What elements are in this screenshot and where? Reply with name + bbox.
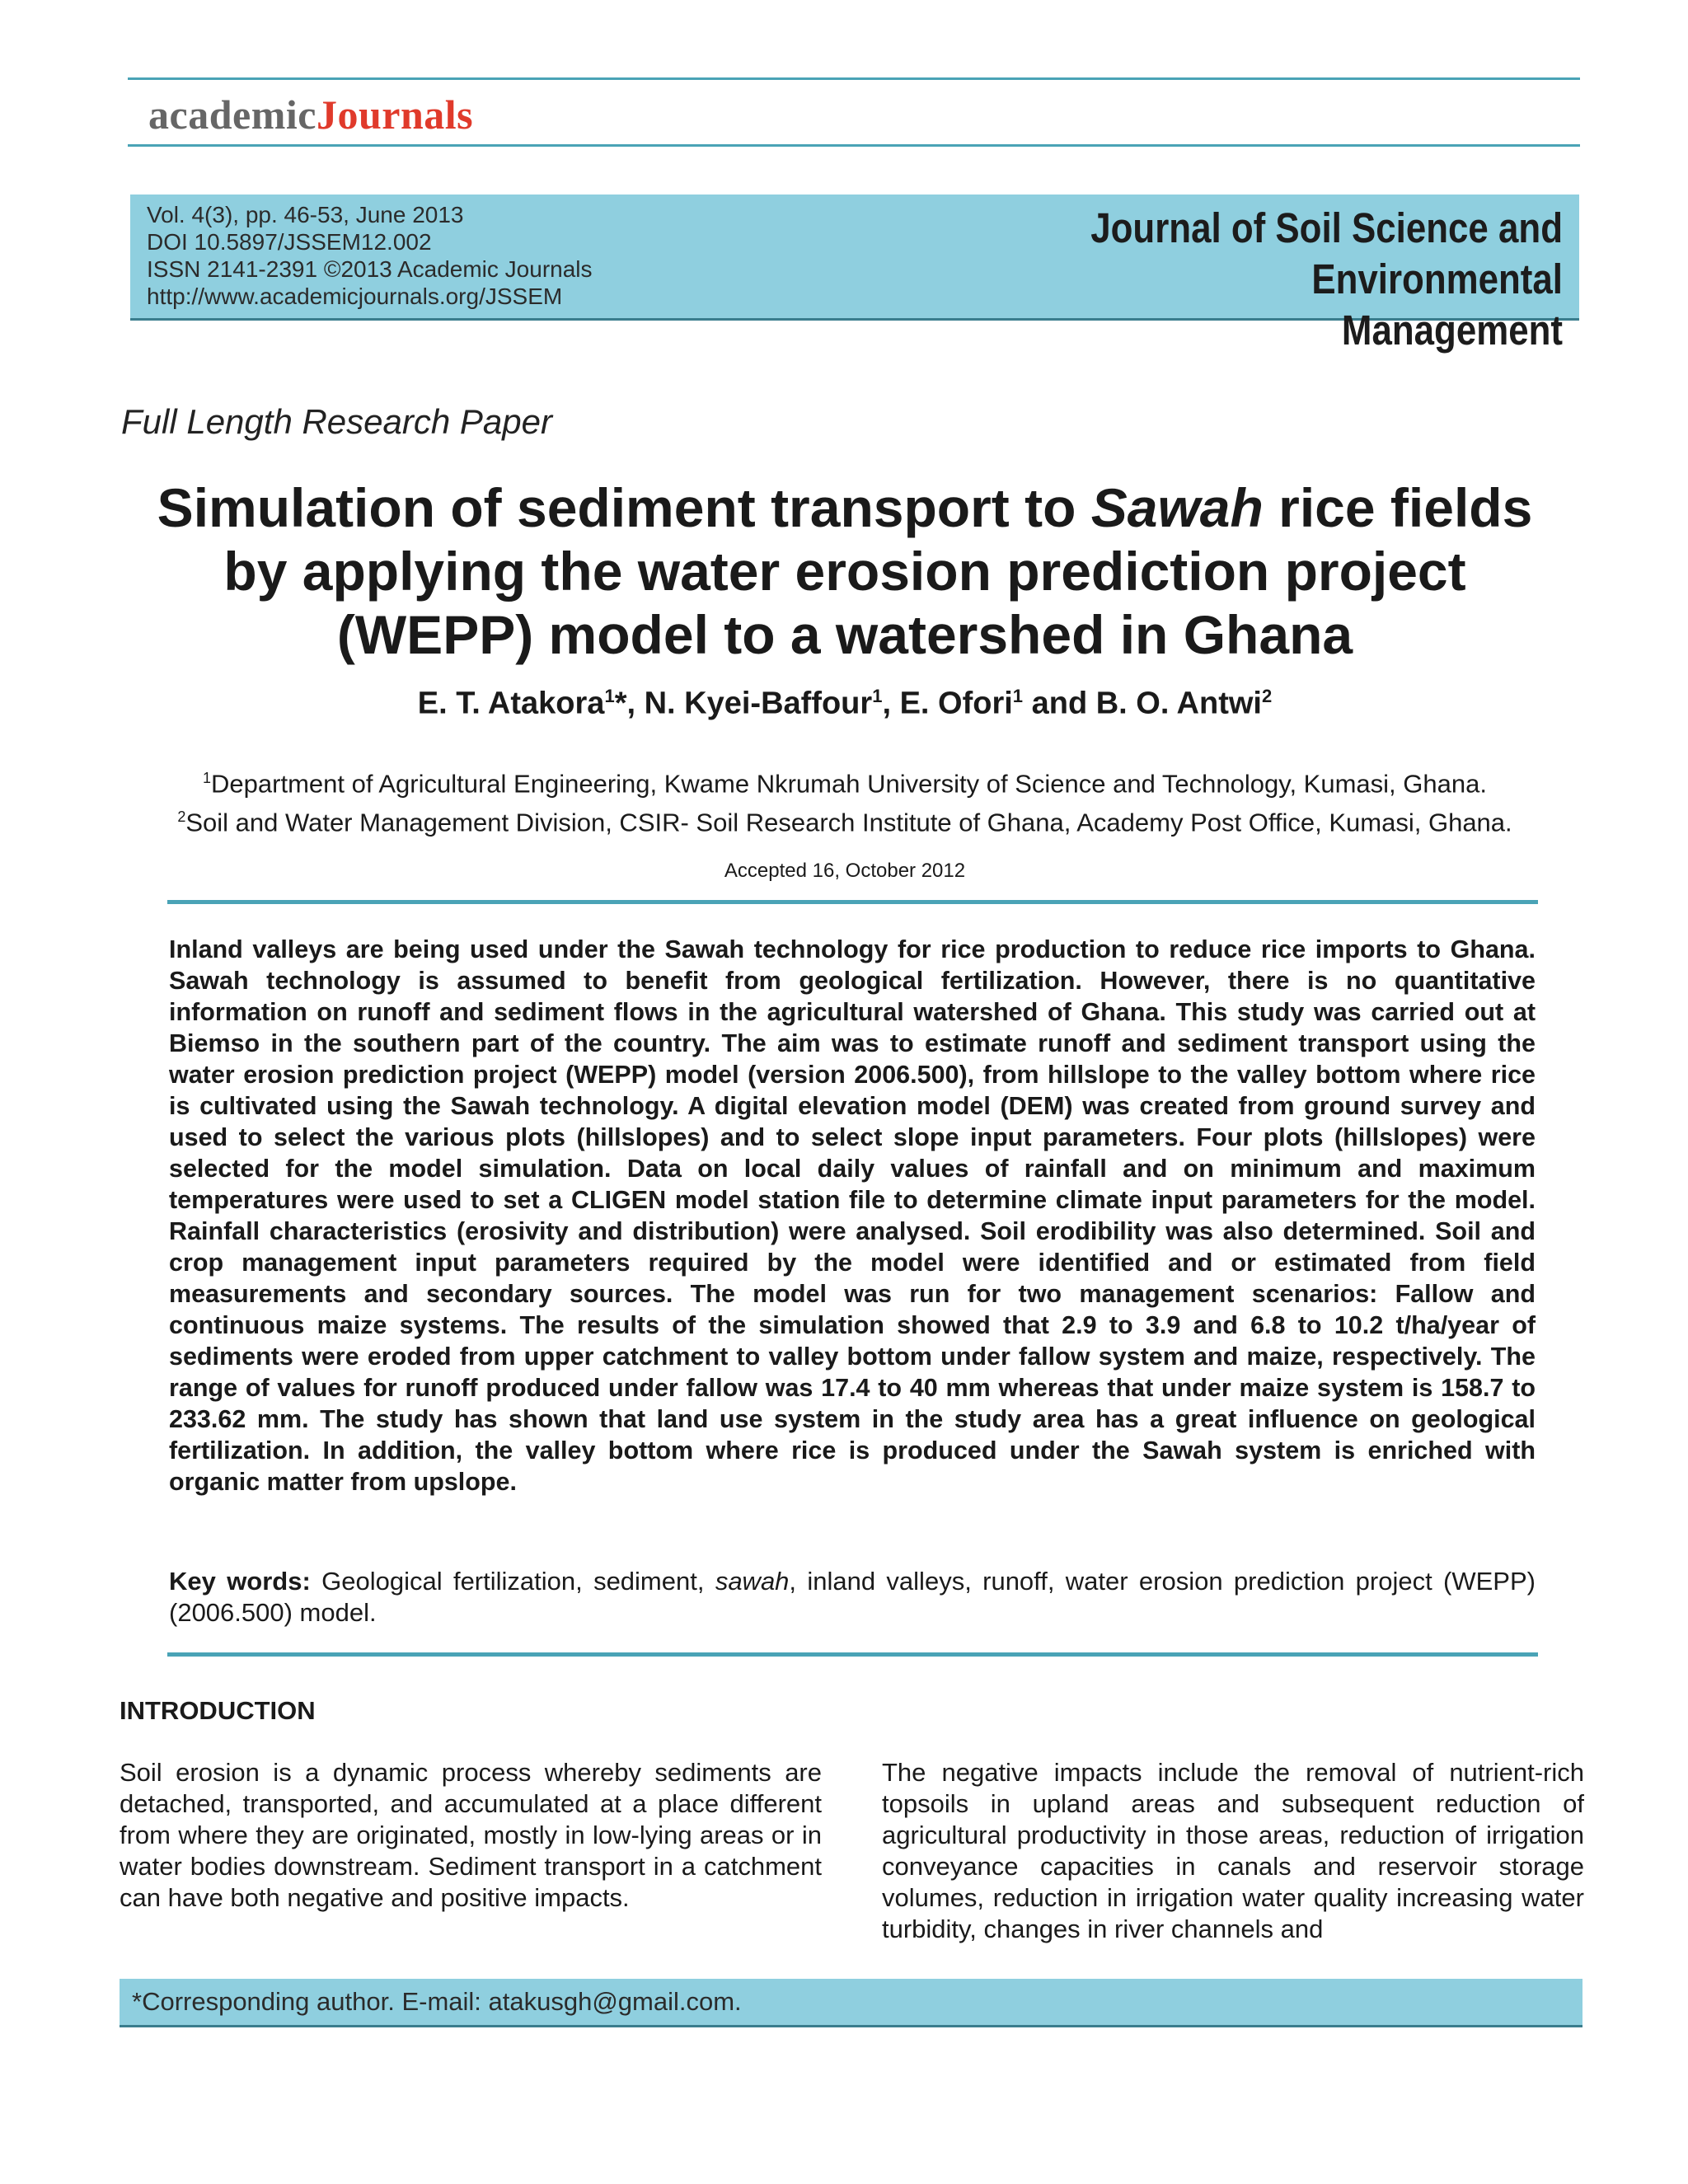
journal-meta	[147, 201, 593, 310]
logo-academic: academic	[148, 91, 316, 138]
keywords-italic: sawah	[715, 1567, 790, 1596]
journal-title-line2: Management	[1341, 307, 1563, 354]
logo-journals: Journals	[316, 91, 474, 138]
abstract-bottom-rule	[167, 1652, 1538, 1657]
title-line2: by applying the water erosion prediction project	[223, 541, 1466, 602]
intro-column-left: Soil erosion is a dynamic process whereby sediments are detached, transported, and accumulated at a place different from where they are originated, mostly in low-lying areas or in water bodies downstream. Sediment transport in a catchment can have both negative and positive impacts.	[120, 1758, 822, 1912]
issn-line: ISSN 2141-2391 ©2013 Academic Journals	[147, 256, 593, 282]
affiliation-sup: 1	[203, 770, 212, 786]
author-name: B. O. Antwi	[1095, 686, 1262, 721]
author-sup: 1	[604, 686, 615, 706]
footnote-bar	[120, 1979, 1582, 2027]
affiliation-sup: 2	[177, 808, 186, 826]
intro-column-right: The negative impacts include the removal of nutrient-rich topsoils in upland areas and subsequent reduction of agricultural productivity in those areas, reduction of irrigation conveyance capacities in canals and reservoir storage volumes, reduction in irrigation water quality increasing water turbidity, changes in river channels and	[882, 1758, 1584, 1943]
journal-title	[854, 203, 1563, 356]
affiliations	[99, 762, 1591, 840]
abstract-top-rule	[167, 900, 1538, 904]
affiliation-1	[99, 762, 1591, 800]
header-top-rule	[128, 77, 1580, 80]
author-name: E. T. Atakora	[417, 686, 605, 721]
corresponding-author-footnote: *Corresponding author. E-mail: atakusgh@gmail.com.	[132, 1987, 742, 2016]
keywords-post: , inland valleys, runoff, water erosion prediction project (WEPP) (2006.500) model.	[169, 1567, 1536, 1627]
introduction-heading: INTRODUCTION	[120, 1696, 316, 1725]
paper-title	[99, 476, 1591, 667]
affiliation-text: Soil and Water Management Division, CSIR- Soil Research Institute of Ghana, Academy Post Office, Kumasi, Ghana.	[185, 808, 1512, 837]
author-sup: 1	[1012, 686, 1024, 706]
author-name: N. Kyei-Baffour	[644, 686, 873, 721]
title-line1-pre: Simulation of sediment transport to	[157, 477, 1091, 538]
author-name: E. Ofori	[899, 686, 1013, 721]
affiliation-text: Department of Agricultural Engineering, Kwame Nkrumah University of Science and Technology, Kumasi, Ghana.	[211, 769, 1487, 799]
title-line3: (WEPP) model to a watershed in Ghana	[336, 604, 1353, 665]
title-line1	[99, 476, 1591, 540]
affiliation-2	[99, 800, 1591, 839]
corresponding-mark: *	[614, 686, 627, 721]
journal-url[interactable]: http://www.academicjournals.org/JSSEM	[147, 284, 563, 309]
journal-info-bar	[130, 194, 1579, 354]
author-sep: ,	[882, 686, 900, 721]
author-sup: 1	[872, 686, 883, 706]
publisher-logo	[148, 91, 473, 138]
keywords	[169, 1566, 1536, 1629]
author-sep: ,	[626, 686, 645, 721]
title-line1-italic: Sawah	[1090, 477, 1264, 538]
title-line1-post: rice fields	[1263, 477, 1533, 538]
journal-title-line1: Journal of Soil Science and Environmental	[1090, 204, 1563, 302]
keywords-pre: Geological fertilization, sediment,	[310, 1567, 715, 1596]
paper-type: Full Length Research Paper	[121, 402, 552, 441]
author-sep: and	[1023, 686, 1096, 721]
header-bottom-rule	[128, 144, 1580, 147]
author-list	[99, 686, 1591, 722]
author-sup: 2	[1261, 686, 1273, 706]
volume-line: Vol. 4(3), pp. 46-53, June 2013	[147, 202, 464, 227]
doi-line: DOI 10.5897/JSSEM12.002	[147, 229, 432, 255]
accepted-date: Accepted 16, October 2012	[724, 860, 966, 882]
abstract: Inland valleys are being used under the Sawah technology for rice production to reduce rice imports to Ghana. Sawah technology is assumed to benefit from geological fertilization. However, there is no quantitative information on runoff and sediment flows in the agricultural watershed of Ghana. This study was carried out at Biemso in the southern part of the country. The aim was to estimate runoff and sediment transport using the water erosion prediction project (WEPP) model (version 2006.500), from hillslope to the valley bottom where rice is cultivated using the Sawah technology. A digital elevation model (DEM) was created from ground survey and used to select the various plots (hillslopes) and to select slope input parameters. Four plots (hillslopes) were selected for the model simulation. Data on local daily values of rainfall and on minimum and maximum temperatures were used to set a CLIGEN model station file to determine climate input parameters for the model. Rainfall characteristics (erosivity and distribution) were analysed. Soil erodibility was also determined. Soil and crop management input parameters required by the model were identified and or estimated from field measurements and secondary sources. The model was run for two management scenarios: Fallow and continuous maize systems. The results of the simulation showed that 2.9 to 3.9 and 6.8 to 10.2 t/ha/year of sediments were eroded from upper catchment to valley bottom under fallow system and maize, respectively. The range of values for runoff produced under fallow was 17.4 to 40 mm whereas that under maize system is 158.7 to 233.62 mm. The study has shown that land use system in the study area has a great influence on geological fertilization. In addition, the valley bottom where rice is produced under the Sawah system is enriched with organic matter from upslope.	[169, 935, 1536, 1496]
keywords-label: Key words:	[169, 1567, 311, 1596]
